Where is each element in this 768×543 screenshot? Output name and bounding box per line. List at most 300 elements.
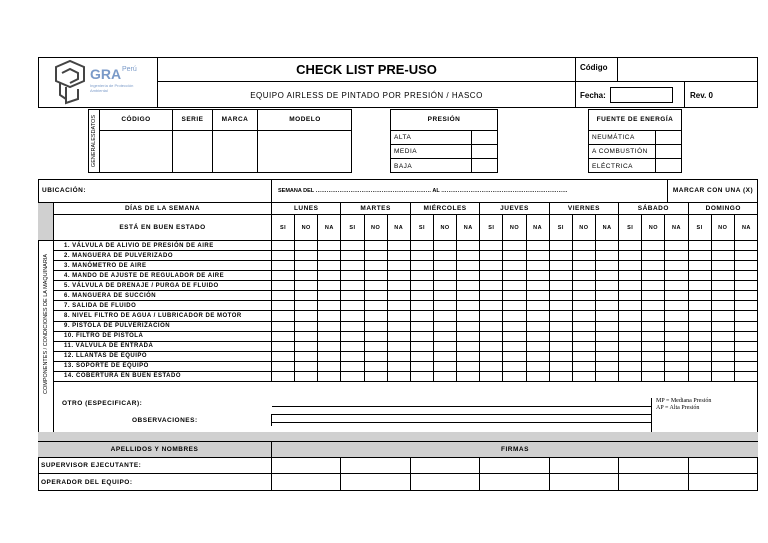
check-cell[interactable]	[665, 311, 688, 321]
check-cell[interactable]	[619, 342, 642, 352]
check-cell[interactable]	[365, 281, 388, 291]
check-cell[interactable]	[573, 352, 596, 362]
signature-cell[interactable]	[550, 474, 619, 491]
check-cell[interactable]	[527, 372, 550, 382]
check-cell[interactable]	[503, 301, 526, 311]
check-cell[interactable]	[272, 301, 295, 311]
check-cell[interactable]	[480, 322, 503, 332]
check-cell[interactable]	[689, 291, 712, 301]
check-cell[interactable]	[573, 261, 596, 271]
check-cell[interactable]	[712, 281, 735, 291]
check-cell[interactable]	[527, 281, 550, 291]
check-cell[interactable]	[341, 372, 364, 382]
signature-cell[interactable]	[411, 474, 480, 491]
check-cell[interactable]	[341, 352, 364, 362]
check-cell[interactable]	[573, 251, 596, 261]
check-cell[interactable]	[318, 342, 341, 352]
check-cell[interactable]	[295, 332, 318, 342]
check-cell[interactable]	[573, 281, 596, 291]
check-cell[interactable]	[434, 311, 457, 321]
check-cell[interactable]	[596, 352, 619, 362]
check-cell[interactable]	[619, 271, 642, 281]
check-cell[interactable]	[527, 362, 550, 372]
check-cell[interactable]	[295, 352, 318, 362]
check-cell[interactable]	[642, 352, 665, 362]
check-cell[interactable]	[689, 281, 712, 291]
check-cell[interactable]	[365, 362, 388, 372]
signature-cell[interactable]	[550, 458, 619, 474]
check-cell[interactable]	[665, 261, 688, 271]
check-cell[interactable]	[365, 332, 388, 342]
check-cell[interactable]	[295, 372, 318, 382]
check-cell[interactable]	[434, 301, 457, 311]
check-cell[interactable]	[434, 291, 457, 301]
check-cell[interactable]	[503, 311, 526, 321]
check-cell[interactable]	[665, 281, 688, 291]
check-cell[interactable]	[480, 342, 503, 352]
check-cell[interactable]	[735, 322, 758, 332]
check-cell[interactable]	[619, 311, 642, 321]
check-cell[interactable]	[388, 322, 411, 332]
check-cell[interactable]	[365, 311, 388, 321]
check-cell[interactable]	[457, 261, 480, 271]
check-cell[interactable]	[388, 332, 411, 342]
check-cell[interactable]	[365, 322, 388, 332]
check-cell[interactable]	[596, 311, 619, 321]
check-cell[interactable]	[550, 342, 573, 352]
check-cell[interactable]	[272, 362, 295, 372]
check-cell[interactable]	[735, 261, 758, 271]
check-cell[interactable]	[503, 281, 526, 291]
check-cell[interactable]	[295, 271, 318, 281]
modelo-value-field[interactable]	[258, 131, 352, 173]
check-cell[interactable]	[318, 281, 341, 291]
check-cell[interactable]	[527, 291, 550, 301]
check-cell[interactable]	[480, 372, 503, 382]
check-cell[interactable]	[689, 251, 712, 261]
check-cell[interactable]	[619, 301, 642, 311]
check-cell[interactable]	[341, 311, 364, 321]
check-cell[interactable]	[503, 241, 526, 251]
check-cell[interactable]	[318, 311, 341, 321]
check-cell[interactable]	[619, 261, 642, 271]
fecha-field[interactable]	[610, 87, 673, 103]
check-cell[interactable]	[341, 362, 364, 372]
check-cell[interactable]	[411, 251, 434, 261]
check-cell[interactable]	[642, 281, 665, 291]
energia-neumatica-check[interactable]	[656, 131, 682, 145]
check-cell[interactable]	[272, 281, 295, 291]
check-cell[interactable]	[365, 261, 388, 271]
check-cell[interactable]	[341, 291, 364, 301]
check-cell[interactable]	[735, 271, 758, 281]
check-cell[interactable]	[689, 372, 712, 382]
check-cell[interactable]	[295, 291, 318, 301]
check-cell[interactable]	[388, 251, 411, 261]
check-cell[interactable]	[712, 271, 735, 281]
check-cell[interactable]	[365, 251, 388, 261]
check-cell[interactable]	[527, 261, 550, 271]
check-cell[interactable]	[619, 251, 642, 261]
check-cell[interactable]	[573, 241, 596, 251]
check-cell[interactable]	[550, 261, 573, 271]
check-cell[interactable]	[295, 342, 318, 352]
check-cell[interactable]	[712, 362, 735, 372]
check-cell[interactable]	[550, 362, 573, 372]
check-cell[interactable]	[712, 352, 735, 362]
check-cell[interactable]	[434, 281, 457, 291]
check-cell[interactable]	[619, 372, 642, 382]
check-cell[interactable]	[272, 291, 295, 301]
check-cell[interactable]	[550, 352, 573, 362]
check-cell[interactable]	[735, 301, 758, 311]
check-cell[interactable]	[295, 301, 318, 311]
check-cell[interactable]	[457, 362, 480, 372]
check-cell[interactable]	[457, 241, 480, 251]
check-cell[interactable]	[388, 372, 411, 382]
check-cell[interactable]	[527, 322, 550, 332]
signature-cell[interactable]	[272, 458, 341, 474]
check-cell[interactable]	[434, 372, 457, 382]
check-cell[interactable]	[735, 342, 758, 352]
check-cell[interactable]	[550, 241, 573, 251]
check-cell[interactable]	[596, 251, 619, 261]
check-cell[interactable]	[503, 322, 526, 332]
check-cell[interactable]	[411, 332, 434, 342]
check-cell[interactable]	[434, 271, 457, 281]
check-cell[interactable]	[503, 291, 526, 301]
check-cell[interactable]	[550, 322, 573, 332]
check-cell[interactable]	[457, 322, 480, 332]
check-cell[interactable]	[272, 271, 295, 281]
check-cell[interactable]	[365, 241, 388, 251]
check-cell[interactable]	[411, 281, 434, 291]
check-cell[interactable]	[596, 332, 619, 342]
check-cell[interactable]	[457, 281, 480, 291]
check-cell[interactable]	[642, 332, 665, 342]
check-cell[interactable]	[341, 281, 364, 291]
check-cell[interactable]	[527, 251, 550, 261]
check-cell[interactable]	[388, 352, 411, 362]
check-cell[interactable]	[596, 261, 619, 271]
check-cell[interactable]	[689, 271, 712, 281]
check-cell[interactable]	[550, 332, 573, 342]
check-cell[interactable]	[689, 311, 712, 321]
check-cell[interactable]	[272, 251, 295, 261]
check-cell[interactable]	[642, 241, 665, 251]
energia-combustion-check[interactable]	[656, 145, 682, 159]
check-cell[interactable]	[272, 342, 295, 352]
check-cell[interactable]	[573, 372, 596, 382]
check-cell[interactable]	[295, 281, 318, 291]
check-cell[interactable]	[596, 362, 619, 372]
check-cell[interactable]	[480, 241, 503, 251]
check-cell[interactable]	[411, 311, 434, 321]
check-cell[interactable]	[411, 342, 434, 352]
check-cell[interactable]	[550, 311, 573, 321]
check-cell[interactable]	[411, 291, 434, 301]
check-cell[interactable]	[527, 352, 550, 362]
check-cell[interactable]	[434, 251, 457, 261]
check-cell[interactable]	[411, 261, 434, 271]
check-cell[interactable]	[619, 291, 642, 301]
check-cell[interactable]	[573, 291, 596, 301]
check-cell[interactable]	[295, 241, 318, 251]
check-cell[interactable]	[503, 352, 526, 362]
check-cell[interactable]	[318, 362, 341, 372]
check-cell[interactable]	[619, 241, 642, 251]
check-cell[interactable]	[434, 261, 457, 271]
signature-cell[interactable]	[272, 474, 341, 491]
check-cell[interactable]	[642, 291, 665, 301]
check-cell[interactable]	[411, 241, 434, 251]
check-cell[interactable]	[550, 251, 573, 261]
check-cell[interactable]	[573, 271, 596, 281]
check-cell[interactable]	[665, 271, 688, 281]
presion-alta-check[interactable]	[472, 131, 498, 145]
check-cell[interactable]	[480, 291, 503, 301]
check-cell[interactable]	[689, 241, 712, 251]
serie-value-field[interactable]	[173, 131, 213, 173]
check-cell[interactable]	[318, 332, 341, 342]
check-cell[interactable]	[689, 342, 712, 352]
check-cell[interactable]	[527, 241, 550, 251]
check-cell[interactable]	[550, 372, 573, 382]
check-cell[interactable]	[619, 281, 642, 291]
check-cell[interactable]	[318, 241, 341, 251]
check-cell[interactable]	[665, 332, 688, 342]
check-cell[interactable]	[689, 352, 712, 362]
check-cell[interactable]	[480, 251, 503, 261]
check-cell[interactable]	[573, 332, 596, 342]
check-cell[interactable]	[365, 372, 388, 382]
check-cell[interactable]	[272, 311, 295, 321]
check-cell[interactable]	[503, 362, 526, 372]
signature-cell[interactable]	[341, 474, 410, 491]
check-cell[interactable]	[712, 332, 735, 342]
check-cell[interactable]	[434, 342, 457, 352]
check-cell[interactable]	[480, 362, 503, 372]
check-cell[interactable]	[642, 261, 665, 271]
check-cell[interactable]	[665, 342, 688, 352]
check-cell[interactable]	[480, 332, 503, 342]
check-cell[interactable]	[596, 301, 619, 311]
check-cell[interactable]	[388, 241, 411, 251]
check-cell[interactable]	[503, 251, 526, 261]
check-cell[interactable]	[457, 301, 480, 311]
check-cell[interactable]	[295, 251, 318, 261]
check-cell[interactable]	[341, 271, 364, 281]
check-cell[interactable]	[735, 352, 758, 362]
check-cell[interactable]	[434, 241, 457, 251]
check-cell[interactable]	[318, 261, 341, 271]
check-cell[interactable]	[480, 352, 503, 362]
codigo-field[interactable]	[618, 57, 758, 82]
check-cell[interactable]	[365, 352, 388, 362]
check-cell[interactable]	[712, 372, 735, 382]
check-cell[interactable]	[596, 322, 619, 332]
check-cell[interactable]	[457, 372, 480, 382]
signature-cell[interactable]	[619, 458, 688, 474]
signature-cell[interactable]	[411, 458, 480, 474]
check-cell[interactable]	[550, 281, 573, 291]
check-cell[interactable]	[457, 352, 480, 362]
check-cell[interactable]	[457, 311, 480, 321]
check-cell[interactable]	[388, 301, 411, 311]
check-cell[interactable]	[388, 291, 411, 301]
check-cell[interactable]	[295, 322, 318, 332]
check-cell[interactable]	[712, 342, 735, 352]
presion-baja-check[interactable]	[472, 159, 498, 173]
check-cell[interactable]	[503, 332, 526, 342]
check-cell[interactable]	[689, 322, 712, 332]
check-cell[interactable]	[689, 261, 712, 271]
check-cell[interactable]	[735, 281, 758, 291]
check-cell[interactable]	[318, 372, 341, 382]
check-cell[interactable]	[665, 352, 688, 362]
check-cell[interactable]	[735, 241, 758, 251]
check-cell[interactable]	[642, 301, 665, 311]
check-cell[interactable]	[388, 342, 411, 352]
check-cell[interactable]	[665, 372, 688, 382]
check-cell[interactable]	[341, 332, 364, 342]
check-cell[interactable]	[712, 311, 735, 321]
check-cell[interactable]	[318, 291, 341, 301]
check-cell[interactable]	[712, 322, 735, 332]
check-cell[interactable]	[642, 342, 665, 352]
check-cell[interactable]	[550, 291, 573, 301]
signature-cell[interactable]	[480, 458, 549, 474]
check-cell[interactable]	[712, 251, 735, 261]
check-cell[interactable]	[341, 241, 364, 251]
check-cell[interactable]	[550, 271, 573, 281]
check-cell[interactable]	[665, 322, 688, 332]
check-cell[interactable]	[619, 362, 642, 372]
check-cell[interactable]	[689, 301, 712, 311]
check-cell[interactable]	[318, 322, 341, 332]
check-cell[interactable]	[480, 261, 503, 271]
check-cell[interactable]	[642, 362, 665, 372]
check-cell[interactable]	[503, 372, 526, 382]
check-cell[interactable]	[596, 281, 619, 291]
presion-media-check[interactable]	[472, 145, 498, 159]
check-cell[interactable]	[480, 311, 503, 321]
check-cell[interactable]	[272, 322, 295, 332]
check-cell[interactable]	[341, 261, 364, 271]
check-cell[interactable]	[272, 372, 295, 382]
check-cell[interactable]	[735, 251, 758, 261]
check-cell[interactable]	[735, 362, 758, 372]
check-cell[interactable]	[411, 372, 434, 382]
check-cell[interactable]	[642, 311, 665, 321]
check-cell[interactable]	[689, 362, 712, 372]
check-cell[interactable]	[388, 362, 411, 372]
check-cell[interactable]	[365, 271, 388, 281]
check-cell[interactable]	[619, 322, 642, 332]
check-cell[interactable]	[619, 352, 642, 362]
check-cell[interactable]	[272, 241, 295, 251]
check-cell[interactable]	[411, 322, 434, 332]
check-cell[interactable]	[411, 301, 434, 311]
check-cell[interactable]	[665, 241, 688, 251]
check-cell[interactable]	[318, 251, 341, 261]
check-cell[interactable]	[480, 281, 503, 291]
observaciones-field[interactable]	[272, 398, 652, 432]
check-cell[interactable]	[712, 241, 735, 251]
check-cell[interactable]	[434, 332, 457, 342]
check-cell[interactable]	[527, 342, 550, 352]
check-cell[interactable]	[272, 261, 295, 271]
check-cell[interactable]	[573, 362, 596, 372]
check-cell[interactable]	[365, 342, 388, 352]
signature-cell[interactable]	[689, 474, 758, 491]
check-cell[interactable]	[457, 332, 480, 342]
check-cell[interactable]	[457, 342, 480, 352]
check-cell[interactable]	[689, 332, 712, 342]
check-cell[interactable]	[665, 291, 688, 301]
check-cell[interactable]	[295, 261, 318, 271]
semana-field[interactable]: SEMANA DEL ……………………………………………………… AL ……………………………………………………………	[272, 179, 667, 203]
check-cell[interactable]	[272, 352, 295, 362]
check-cell[interactable]	[411, 352, 434, 362]
check-cell[interactable]	[573, 322, 596, 332]
check-cell[interactable]	[596, 241, 619, 251]
check-cell[interactable]	[388, 281, 411, 291]
check-cell[interactable]	[434, 352, 457, 362]
check-cell[interactable]	[665, 251, 688, 261]
check-cell[interactable]	[573, 301, 596, 311]
check-cell[interactable]	[596, 372, 619, 382]
check-cell[interactable]	[712, 261, 735, 271]
signature-cell[interactable]	[480, 474, 549, 491]
check-cell[interactable]	[596, 291, 619, 301]
check-cell[interactable]	[503, 271, 526, 281]
check-cell[interactable]	[318, 271, 341, 281]
check-cell[interactable]	[735, 372, 758, 382]
check-cell[interactable]	[642, 372, 665, 382]
check-cell[interactable]	[712, 291, 735, 301]
check-cell[interactable]	[341, 301, 364, 311]
check-cell[interactable]	[411, 271, 434, 281]
signature-cell[interactable]	[689, 458, 758, 474]
check-cell[interactable]	[341, 342, 364, 352]
check-cell[interactable]	[388, 311, 411, 321]
check-cell[interactable]	[527, 301, 550, 311]
check-cell[interactable]	[388, 271, 411, 281]
check-cell[interactable]	[272, 332, 295, 342]
check-cell[interactable]	[295, 362, 318, 372]
check-cell[interactable]	[503, 342, 526, 352]
check-cell[interactable]	[295, 311, 318, 321]
check-cell[interactable]	[712, 301, 735, 311]
check-cell[interactable]	[527, 332, 550, 342]
check-cell[interactable]	[642, 271, 665, 281]
check-cell[interactable]	[365, 301, 388, 311]
check-cell[interactable]	[596, 342, 619, 352]
check-cell[interactable]	[573, 311, 596, 321]
check-cell[interactable]	[619, 332, 642, 342]
signature-cell[interactable]	[619, 474, 688, 491]
marca-value-field[interactable]	[213, 131, 258, 173]
check-cell[interactable]	[642, 322, 665, 332]
check-cell[interactable]	[318, 301, 341, 311]
check-cell[interactable]	[735, 311, 758, 321]
check-cell[interactable]	[341, 322, 364, 332]
check-cell[interactable]	[480, 271, 503, 281]
check-cell[interactable]	[480, 301, 503, 311]
check-cell[interactable]	[665, 301, 688, 311]
check-cell[interactable]	[434, 322, 457, 332]
